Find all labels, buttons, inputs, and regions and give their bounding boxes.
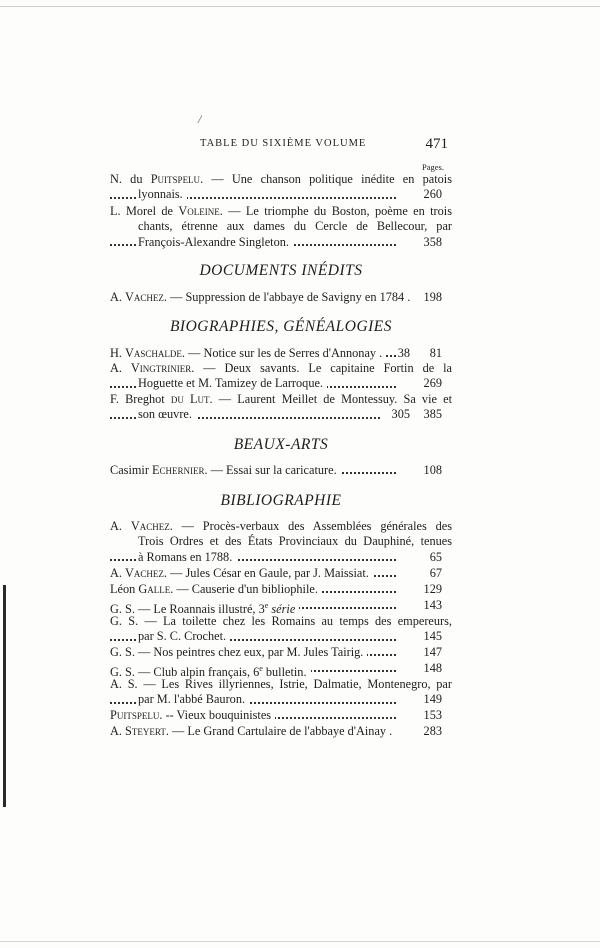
page-ref: 145 [423, 629, 442, 644]
toc-entry: L. Morel de Voleine. — Le triomphe du Boston, poème en trois chants, étrenne aux dames du Cercle de Bellecour, par François-Alexandre Singleton. 358 [110, 204, 453, 249]
top-rule [0, 6, 600, 7]
page-ref: 108 [423, 463, 442, 477]
page-ref: 65 [429, 549, 442, 564]
section-heading-biographies: BIOGRAPHIES, GÉNÉALOGIES [169, 318, 393, 335]
page-ref: 198 [423, 290, 442, 304]
toc-entry: A. Steyert. — Le Grand Cartulaire de l'abbaye d'Ainay . 283 [110, 724, 442, 738]
header-title: TABLE DU SIXIÈME VOLUME [200, 138, 367, 149]
page-ref: 358 [423, 234, 442, 249]
page-ref: 153 [423, 708, 442, 722]
toc-entry: A. Vachez. — Suppression de l'abbaye de Savigny en 1784 . 198 [110, 290, 442, 304]
toc-entry: N. du Puitspelu. — Une chanson politique inédite en patois lyonnais. 260 [110, 172, 452, 202]
page-ref: 38 [397, 346, 410, 360]
running-header [200, 136, 448, 156]
toc-entry: A. Vingtrinier. — Deux savants. Le capitaine Fortin de la Hoguette et M. Tamizey de Larroque. 269 [110, 361, 452, 391]
page-ref: 147 [423, 645, 442, 659]
toc-entry: H. Vaschalde. — Notice sur les de Serres d'Annonay . 38 81 [110, 346, 442, 360]
page-ref: 149 [423, 692, 442, 707]
toc-entry: Puitspelu. -- Vieux bouquinistes 153 [110, 708, 442, 722]
page-ref: 129 [423, 582, 442, 596]
page-ref: 260 [423, 187, 442, 202]
toc-entry: G. S. — Club alpin français, 6e bulletin. 148 [110, 661, 442, 680]
page-ref: 283 [423, 724, 442, 738]
toc-entry: A. Vachez. — Procès-verbaux des Assemblées générales des Trois Ordres et des États Provinciaux du Dauphiné, tenues à Romans en 1788. 65 [110, 519, 453, 564]
section-heading-beaux-arts: BEAUX-ARTS [233, 436, 329, 453]
page-ref: 148 [423, 661, 442, 675]
pages-label: Pages. [422, 162, 444, 172]
section-heading-documents: DOCUMENTS INÉDITS [199, 262, 363, 279]
page-ref: 305 [391, 407, 410, 422]
toc-entry: G. S. — Nos peintres chez eux, par M. Jules Tairig. 147 [110, 645, 442, 659]
toc-entry: A. S. — Les Rives illyriennes, Istrie, Dalmatie, Montenegro, par par M. l'abbé Bauron. 149 [110, 677, 452, 707]
page-ref: 143 [423, 598, 442, 612]
margin-mark: / [198, 112, 202, 126]
toc-entry: G. S. — La toilette chez les Romains au temps des empereurs, par S. C. Crochet. 145 [110, 614, 452, 644]
toc-entry: A. Vachez. — Jules César en Gaule, par J. Maissiat. 67 [110, 566, 442, 580]
page-edge-shadow [3, 585, 6, 807]
bottom-rule [0, 941, 600, 942]
toc-entry: F. Breghot du Lut. — Laurent Meillet de Montessuy. Sa vie et son œuvre. 305 385 [110, 392, 452, 422]
toc-entry: Casimir Echernier. — Essai sur la caricature. 108 [110, 463, 442, 477]
toc-entry: G. S. — Le Roannais illustré, 3e série 143 [110, 598, 442, 617]
page-number: 471 [425, 136, 448, 152]
section-heading-bibliographie: BIBLIOGRAPHIE [220, 492, 342, 509]
page-ref: 385 [423, 407, 442, 422]
page-ref: 81 [429, 346, 442, 360]
toc-entry: Léon Galle. — Causerie d'un bibliophile. 129 [110, 582, 442, 596]
page-ref: 67 [429, 566, 442, 580]
page-ref: 269 [423, 376, 442, 391]
